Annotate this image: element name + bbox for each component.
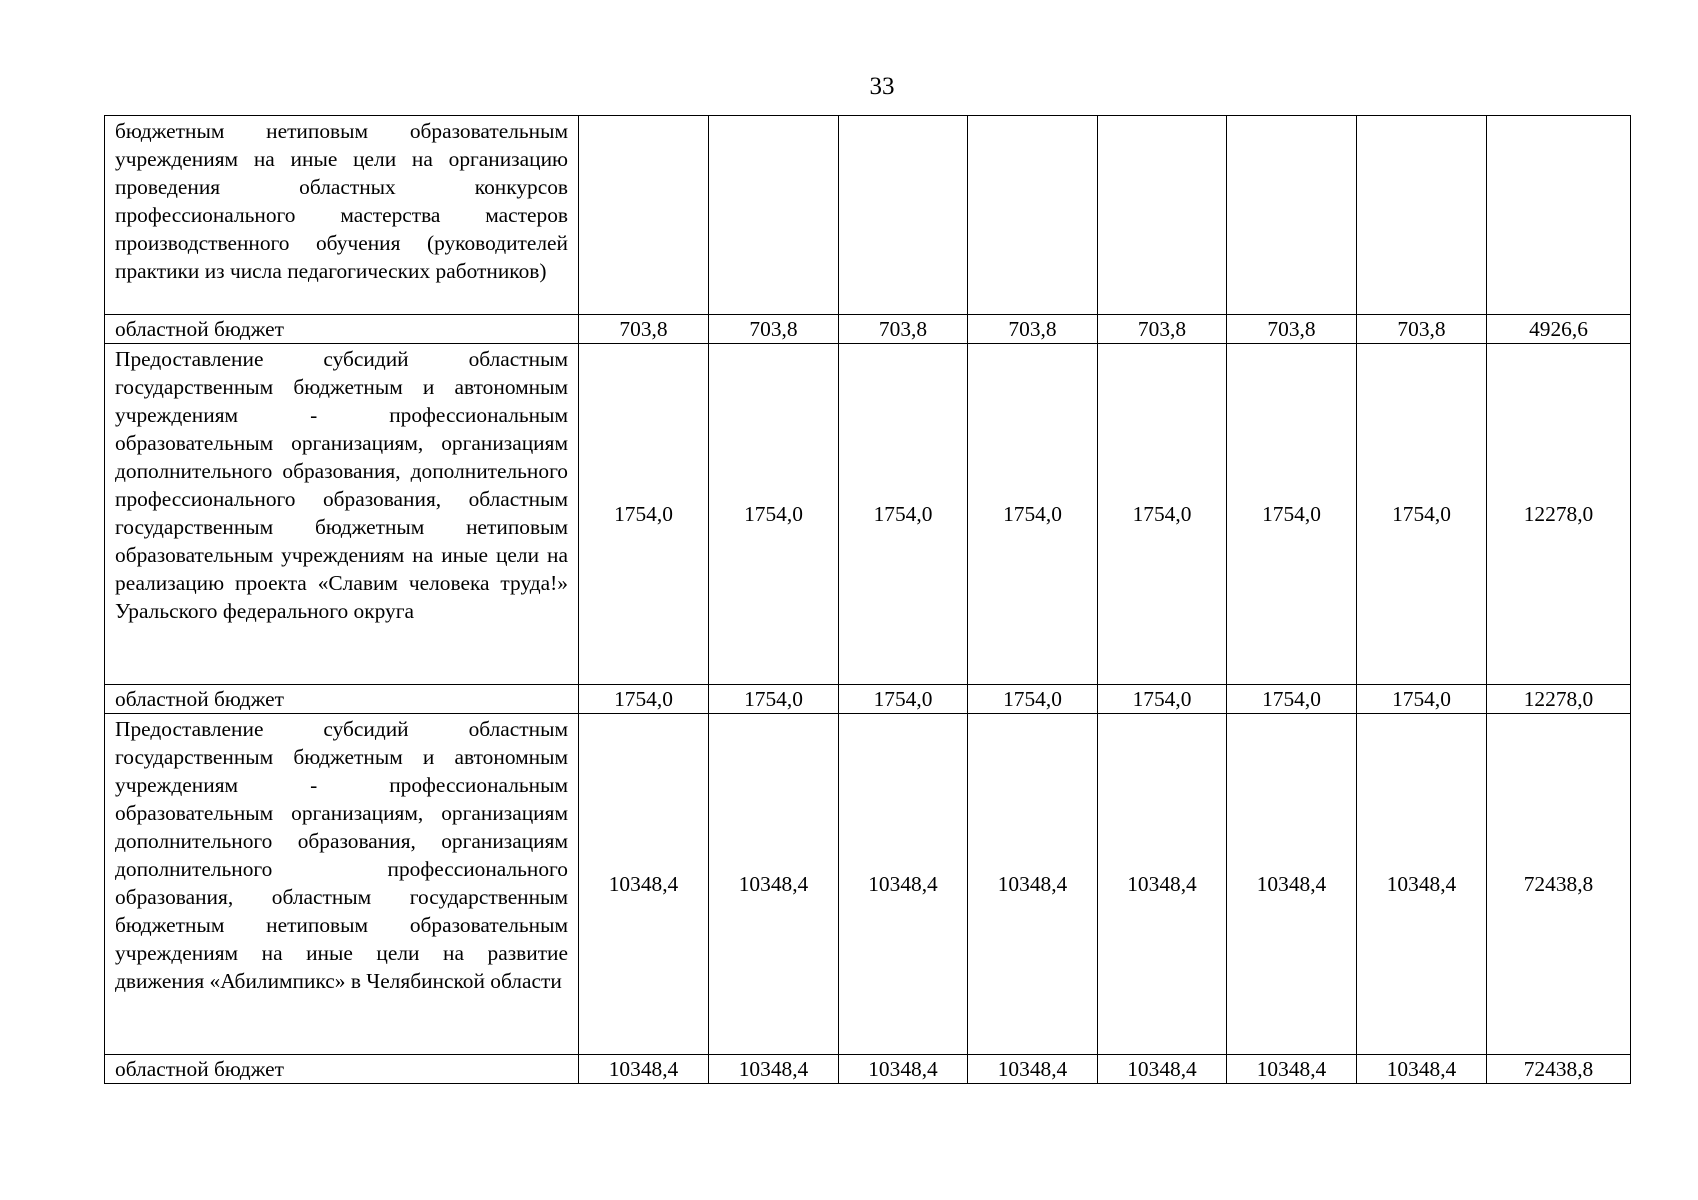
value-cell-year-6: 703,8 bbox=[1227, 315, 1357, 344]
value-cell-year-6: 10348,4 bbox=[1227, 714, 1357, 1055]
table-row bbox=[105, 685, 1631, 714]
value-cell-year-4: 10348,4 bbox=[968, 1055, 1098, 1084]
value-cell-year-1: 10348,4 bbox=[579, 714, 709, 1055]
budget-table bbox=[104, 115, 1631, 1084]
table-row bbox=[105, 714, 1631, 1055]
value-cell-year-4: 1754,0 bbox=[968, 344, 1098, 685]
value-cell-total: 72438,8 bbox=[1487, 714, 1631, 1055]
value-cell-year-5 bbox=[1098, 116, 1227, 315]
value-cell-year-6: 1754,0 bbox=[1227, 344, 1357, 685]
value-cell-year-3: 1754,0 bbox=[839, 344, 968, 685]
value-cell-year-1: 1754,0 bbox=[579, 344, 709, 685]
value-cell-year-4: 703,8 bbox=[968, 315, 1098, 344]
value-cell-year-4 bbox=[968, 116, 1098, 315]
value-cell-year-3: 703,8 bbox=[839, 315, 968, 344]
value-cell-year-2: 703,8 bbox=[709, 315, 839, 344]
value-cell-year-2: 10348,4 bbox=[709, 714, 839, 1055]
value-cell-year-7: 703,8 bbox=[1357, 315, 1487, 344]
row-description: бюджетным нетиповым образовательным учреждениям на иные цели на организацию проведения областных конкурсов профессионального мастерства мастеров производственного обучения (руководителей практики из числа педагогических работников) bbox=[105, 116, 579, 315]
value-cell-year-3: 1754,0 bbox=[839, 685, 968, 714]
value-cell-total: 12278,0 bbox=[1487, 344, 1631, 685]
value-cell-year-6: 1754,0 bbox=[1227, 685, 1357, 714]
value-cell-year-7: 10348,4 bbox=[1357, 1055, 1487, 1084]
value-cell-total: 12278,0 bbox=[1487, 685, 1631, 714]
value-cell-year-3: 10348,4 bbox=[839, 714, 968, 1055]
value-cell-year-5: 10348,4 bbox=[1098, 1055, 1227, 1084]
value-cell-year-7: 1754,0 bbox=[1357, 344, 1487, 685]
value-cell-total: 4926,6 bbox=[1487, 315, 1631, 344]
value-cell-year-1: 10348,4 bbox=[579, 1055, 709, 1084]
page-number: 33 bbox=[869, 73, 895, 100]
value-cell-year-2 bbox=[709, 116, 839, 315]
value-cell-year-5: 703,8 bbox=[1098, 315, 1227, 344]
table-row bbox=[105, 1055, 1631, 1084]
funding-source-label: областной бюджет bbox=[105, 1055, 579, 1084]
value-cell-total: 72438,8 bbox=[1487, 1055, 1631, 1084]
value-cell-year-2: 1754,0 bbox=[709, 685, 839, 714]
value-cell-year-1: 1754,0 bbox=[579, 685, 709, 714]
table-row bbox=[105, 315, 1631, 344]
value-cell-year-5: 10348,4 bbox=[1098, 714, 1227, 1055]
value-cell-year-2: 10348,4 bbox=[709, 1055, 839, 1084]
value-cell-year-3: 10348,4 bbox=[839, 1055, 968, 1084]
value-cell-year-4: 10348,4 bbox=[968, 714, 1098, 1055]
value-cell-year-2: 1754,0 bbox=[709, 344, 839, 685]
value-cell-year-5: 1754,0 bbox=[1098, 685, 1227, 714]
table-row bbox=[105, 344, 1631, 685]
funding-source-label: областной бюджет bbox=[105, 685, 579, 714]
value-cell-year-7: 1754,0 bbox=[1357, 685, 1487, 714]
value-cell-year-7 bbox=[1357, 116, 1487, 315]
funding-source-label: областной бюджет bbox=[105, 315, 579, 344]
value-cell-year-6: 10348,4 bbox=[1227, 1055, 1357, 1084]
table-row bbox=[105, 116, 1631, 315]
value-cell-year-3 bbox=[839, 116, 968, 315]
value-cell-year-6 bbox=[1227, 116, 1357, 315]
value-cell-year-1: 703,8 bbox=[579, 315, 709, 344]
value-cell-year-7: 10348,4 bbox=[1357, 714, 1487, 1055]
row-description: Предоставление субсидий областным государственным бюджетным и автономным учреждениям - профессиональным образовательным организациям, организациям дополнительного образования, организациям дополнительного профессионального образования, областным государственным бюджетным нетиповым образовательным учреждениям на иные цели на развитие движения «Абилимпикс» в Челябинской области bbox=[105, 714, 579, 1055]
value-cell-year-5: 1754,0 bbox=[1098, 344, 1227, 685]
value-cell-year-4: 1754,0 bbox=[968, 685, 1098, 714]
row-description: Предоставление субсидий областным государственным бюджетным и автономным учреждениям - профессиональным образовательным организациям, организациям дополнительного образования, дополнительного профессионального образования, областным государственным бюджетным нетиповым образовательным учреждениям на иные цели на реализацию проекта «Славим человека труда!» Уральского федерального округа bbox=[105, 344, 579, 685]
value-cell-total bbox=[1487, 116, 1631, 315]
value-cell-year-1 bbox=[579, 116, 709, 315]
